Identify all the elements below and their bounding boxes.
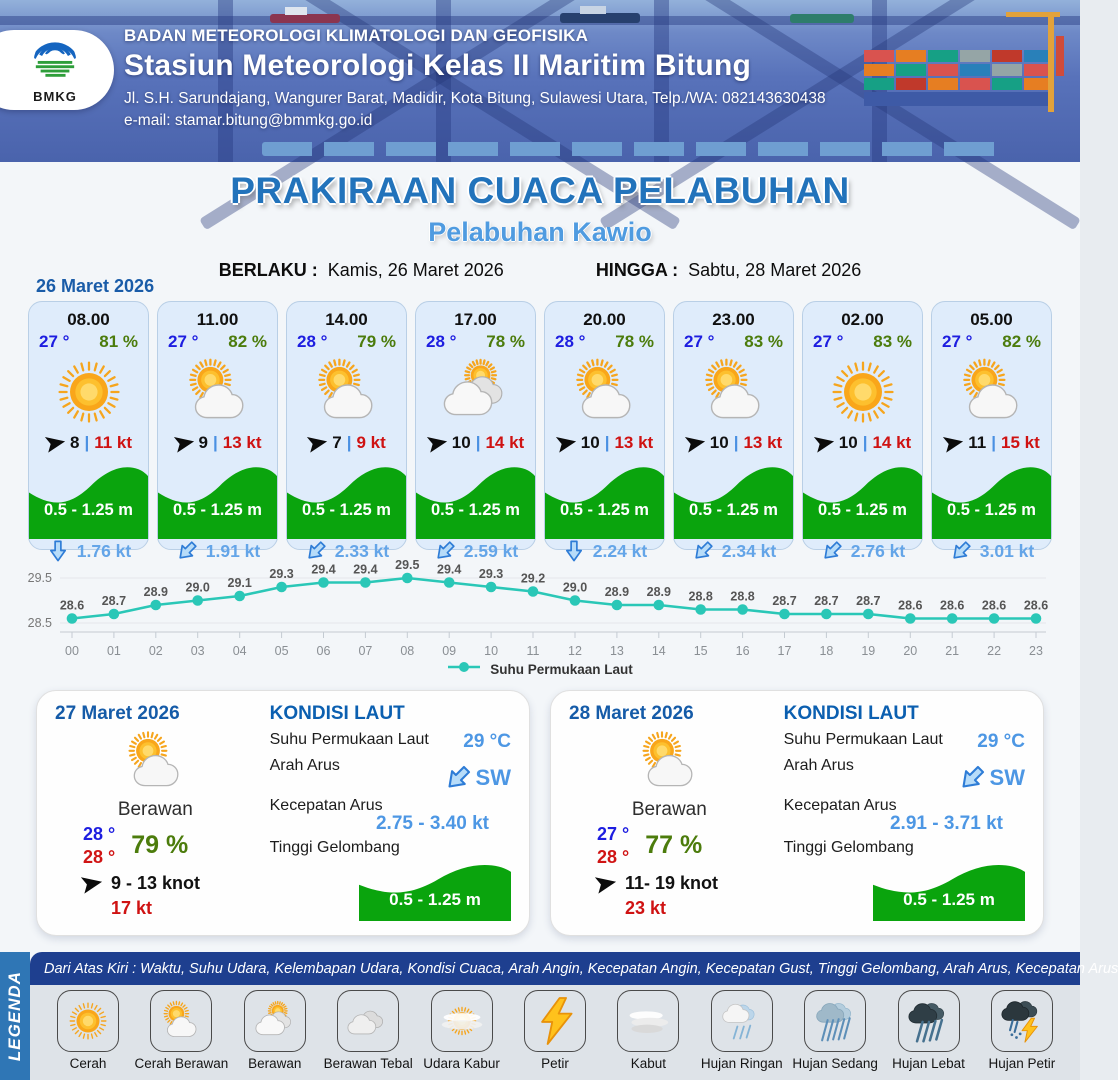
weather-icon-cerah-berawan — [626, 727, 712, 797]
wind-speed: 10 — [709, 432, 729, 452]
wave-height-band — [674, 457, 793, 539]
current-speed-value: 2.24 kt — [592, 540, 648, 561]
svg-text:05: 05 — [274, 644, 289, 658]
current-direction-label: Arah Arus — [269, 757, 340, 774]
weather-icon-cerah-berawan — [564, 354, 646, 430]
wind-direction-icon — [685, 432, 706, 453]
wave-height-value: 0.5 - 1.25 m — [560, 501, 649, 520]
gust-speed: 17 kt — [111, 898, 153, 918]
legend-item — [789, 990, 881, 1075]
svg-text:19: 19 — [861, 644, 876, 658]
wind-direction-icon — [45, 432, 66, 453]
wind-speed: 10 — [838, 432, 858, 452]
current-speed-label: Kecepatan Arus — [269, 797, 383, 814]
wave-height-band — [416, 457, 535, 539]
legend-item-label: Kabut — [630, 1056, 666, 1071]
current-speed-label: Kecepatan Arus — [783, 797, 897, 814]
svg-text:28.6: 28.6 — [940, 598, 965, 613]
svg-text:20: 20 — [903, 644, 918, 658]
daily-summary-card — [550, 690, 1044, 936]
svg-text:22: 22 — [987, 644, 1002, 658]
svg-text:15: 15 — [693, 644, 708, 658]
legend-item — [229, 990, 321, 1075]
wave-height-value: 0.5 - 1.25 m — [431, 501, 520, 520]
wave-height-value: 0.5 - 1.25 m — [302, 501, 391, 520]
svg-text:10: 10 — [484, 644, 499, 658]
legend-items-row — [30, 985, 1080, 1080]
humidity-value: 79 % — [357, 332, 396, 351]
port-name: Pelabuhan Kawio — [428, 217, 652, 247]
svg-text:29.3: 29.3 — [478, 567, 504, 581]
temperature-min: 28 ° — [83, 846, 116, 867]
svg-text:29.4: 29.4 — [437, 562, 462, 577]
svg-text:07: 07 — [358, 644, 373, 658]
wind-speed: 10 — [580, 432, 600, 452]
wave-height-value: 0.5 - 1.25 m — [173, 501, 262, 520]
weather-icon-cerah — [48, 354, 130, 430]
hour-forecast-card — [544, 301, 665, 561]
sst-chart — [0, 552, 1080, 660]
current-speed-value: 2.75 - 3.40 kt — [375, 813, 489, 834]
weather-icon-petir — [530, 998, 580, 1044]
weather-icon-cerah-berawan — [112, 727, 198, 797]
divider: | — [991, 432, 996, 452]
weather-icon-cerah-berawan — [306, 354, 388, 430]
svg-text:28.6: 28.6 — [59, 598, 85, 613]
legend-item — [696, 990, 788, 1075]
wind-direction-icon — [307, 432, 328, 453]
weather-icon-cerah-berawan — [177, 354, 259, 430]
valid-to-label: HINGGA : — [595, 260, 679, 280]
legenda-vertical-label: LEGENDA — [5, 970, 24, 1062]
air-temperature: 28 ° — [426, 332, 457, 351]
legend-icon-box — [337, 990, 399, 1052]
current-speed-value: 2.76 kt — [850, 540, 906, 561]
hour-forecast-card — [157, 301, 278, 561]
current-speed-value: 1.91 kt — [205, 540, 261, 561]
svg-text:29.0: 29.0 — [562, 580, 588, 595]
current-direction-label: Arah Arus — [783, 757, 854, 774]
svg-text:12: 12 — [568, 644, 582, 658]
sea-conditions-heading: KONDISI LAUT — [269, 703, 405, 724]
wind-direction-icon — [427, 432, 448, 453]
current-direction-icon — [443, 763, 473, 793]
weather-icon-cerah-berawan — [693, 354, 775, 430]
svg-text:29.3: 29.3 — [269, 567, 294, 581]
wave-height-band — [29, 457, 148, 539]
summary-date: 28 Maret 2026 — [569, 703, 694, 724]
legend-item — [322, 990, 414, 1075]
svg-text:13: 13 — [609, 644, 624, 658]
station-email: e-mail: stamar.bitung@bmmkg.go.id — [124, 112, 373, 129]
wind-direction-icon — [814, 432, 835, 453]
legend-item-label: Berawan — [248, 1056, 302, 1071]
svg-text:28.6: 28.6 — [1023, 598, 1049, 613]
gust-speed: 15 kt — [1001, 432, 1040, 452]
divider: | — [475, 432, 481, 452]
legenda-sidebar — [0, 952, 30, 1080]
svg-text:28.6: 28.6 — [898, 598, 923, 613]
weather-icon-hujan-petir — [997, 998, 1047, 1044]
weather-icon-berawan — [250, 998, 300, 1044]
svg-text:01: 01 — [106, 644, 121, 658]
chart-legend-label: Suhu Permukaan Laut — [490, 661, 633, 677]
hour-forecast-card — [415, 301, 536, 561]
weather-icon-berawan-tebal — [343, 998, 393, 1044]
wind-direction-icon — [943, 432, 964, 453]
divider: | — [604, 432, 610, 452]
svg-text:03: 03 — [190, 644, 205, 658]
weather-icon-cerah-berawan — [951, 354, 1033, 430]
divider: | — [346, 432, 352, 452]
gust-speed: 23 kt — [625, 898, 667, 918]
svg-text:29.5: 29.5 — [27, 571, 52, 585]
legend-description-text: Dari Atas Kiri : Waktu, Suhu Udara, Kelembapan Udara, Kondisi Cuaca, Arah Angin, Kecepatan Angin, Kecepatan Gust, Tinggi Gelombang, Arah Arus, Kecepatan Arus — [44, 960, 1118, 977]
header-illustration-crane — [996, 6, 1066, 121]
legend-icon-box — [524, 990, 586, 1052]
valid-from-label: BERLAKU : — [218, 260, 318, 280]
wave-height-value: 0.5 - 1.25 m — [689, 501, 778, 520]
air-temperature: 27 ° — [942, 332, 973, 351]
wind-direction-icon — [81, 872, 103, 894]
wave-height-label: Tinggi Gelombang — [269, 839, 400, 856]
svg-text:28.9: 28.9 — [604, 585, 630, 599]
legend-icon-box — [898, 990, 960, 1052]
wave-height-value: 0.5 - 1.25 m — [903, 890, 995, 910]
current-speed-value: 2.34 kt — [721, 540, 777, 561]
header-illustration-seats — [262, 142, 1002, 156]
humidity-value: 79 % — [131, 831, 189, 859]
temperature-min: 28 ° — [597, 846, 630, 867]
humidity-value: 83 % — [744, 332, 783, 351]
gust-speed: 13 kt — [614, 432, 654, 452]
wave-height-band — [873, 857, 1025, 921]
weather-icon-cerah-berawan — [156, 998, 206, 1044]
legend-icon-box — [431, 990, 493, 1052]
svg-text:28.6: 28.6 — [981, 598, 1007, 613]
hour-forecast-card — [802, 301, 923, 561]
gust-speed: 13 kt — [743, 432, 783, 452]
gust-speed: 9 kt — [356, 432, 386, 452]
weather-icon-cerah — [822, 354, 904, 430]
legend-item-label: Petir — [541, 1056, 569, 1071]
legend-icon-box — [57, 990, 119, 1052]
forecast-time: 14.00 — [325, 310, 368, 329]
legend-item-label: Hujan Ringan — [700, 1056, 783, 1071]
wind-speed: 8 — [69, 432, 80, 452]
legend-icon-box — [711, 990, 773, 1052]
divider: | — [733, 432, 739, 452]
hourly-forecast-row — [28, 301, 1052, 561]
forecast-time: 20.00 — [583, 310, 626, 329]
forecast-time: 02.00 — [841, 310, 884, 329]
legend-item-label: Cerah Berawan — [134, 1056, 229, 1071]
forecast-time: 05.00 — [970, 310, 1013, 329]
humidity-value: 83 % — [873, 332, 912, 351]
legend-item — [135, 990, 227, 1075]
hour-forecast-card — [673, 301, 794, 561]
svg-text:29.2: 29.2 — [520, 571, 546, 586]
humidity-value: 81 % — [99, 332, 138, 351]
svg-text:06: 06 — [316, 644, 331, 658]
air-temperature: 27 ° — [684, 332, 715, 351]
svg-text:29.1: 29.1 — [227, 576, 252, 590]
daily-summary-row — [36, 690, 1044, 936]
legend-item — [416, 990, 508, 1075]
station-address: Jl. S.H. Sarundajang, Wangurer Barat, Madidir, Kota Bitung, Sulawesi Utara, Telp./WA: 082143630438 — [124, 90, 826, 107]
legend-icon-box — [804, 990, 866, 1052]
legend-icon-box — [617, 990, 679, 1052]
wind-speed: 10 — [451, 432, 471, 452]
wave-height-label: Tinggi Gelombang — [783, 839, 914, 856]
wind-direction-icon — [556, 432, 577, 453]
wave-height-value: 0.5 - 1.25 m — [44, 501, 133, 520]
legend-item — [883, 990, 975, 1075]
svg-text:21: 21 — [945, 644, 960, 658]
sst-value: 29 °C — [977, 731, 1025, 752]
svg-text:11: 11 — [526, 644, 540, 658]
legend-item — [602, 990, 694, 1075]
weather-icon-berawan — [435, 354, 517, 430]
wave-height-band — [158, 457, 277, 539]
svg-text:28.7: 28.7 — [101, 594, 127, 608]
sst-label: Suhu Permukaan Laut — [269, 731, 429, 748]
wind-speed-range: 11- 19 knot — [625, 872, 719, 893]
svg-text:16: 16 — [735, 644, 750, 658]
legend-item — [509, 990, 601, 1075]
wave-height-value: 0.5 - 1.25 m — [947, 501, 1036, 520]
svg-text:29.4: 29.4 — [311, 562, 336, 577]
weather-icon-kabut — [623, 998, 673, 1044]
legend-icon-box — [150, 990, 212, 1052]
humidity-value: 78 % — [615, 332, 654, 351]
svg-text:18: 18 — [819, 644, 834, 658]
humidity-value: 82 % — [228, 332, 267, 351]
svg-text:28.7: 28.7 — [814, 594, 839, 608]
weather-icon-hujan-ringan — [717, 998, 767, 1044]
svg-text:28.8: 28.8 — [688, 589, 713, 604]
wave-height-band — [803, 457, 922, 539]
current-speed-value: 2.91 - 3.71 kt — [889, 813, 1003, 834]
legend-item-label: Hujan Sedang — [792, 1056, 878, 1071]
air-temperature: 27 ° — [813, 332, 844, 351]
legend-item — [976, 990, 1068, 1075]
gust-speed: 14 kt — [872, 432, 912, 452]
bmkg-logo-icon — [32, 37, 78, 88]
daily-summary-card — [36, 690, 530, 936]
forecast-time: 17.00 — [454, 310, 497, 329]
forecast-time: 08.00 — [67, 310, 110, 329]
hour-forecast-card — [286, 301, 407, 561]
svg-text:28.5: 28.5 — [27, 616, 52, 630]
gust-speed: 11 kt — [94, 432, 133, 452]
air-temperature: 27 ° — [39, 332, 70, 351]
station-name: Stasiun Meteorologi Kelas II Maritim Bitung — [124, 49, 751, 82]
weather-condition: Berawan — [631, 799, 707, 820]
weather-icon-hujan-lebat — [904, 998, 954, 1044]
wave-height-band — [932, 457, 1051, 539]
svg-text:00: 00 — [65, 644, 79, 658]
wave-height-band — [359, 857, 511, 921]
page-title: PRAKIRAAN CUACA PELABUHAN — [230, 170, 850, 211]
weather-icon-cerah — [63, 998, 113, 1044]
wind-direction-icon — [174, 432, 195, 453]
wave-height-value: 0.5 - 1.25 m — [389, 890, 481, 910]
bmkg-logo-pill — [0, 30, 114, 110]
legend-item-label: Hujan Petir — [988, 1056, 1056, 1071]
wave-height-band — [545, 457, 664, 539]
divider: | — [862, 432, 868, 452]
svg-text:09: 09 — [442, 644, 457, 658]
humidity-value: 82 % — [1002, 332, 1041, 351]
forecast-time: 11.00 — [196, 310, 239, 329]
humidity-value: 78 % — [486, 332, 525, 351]
legend-item-label: Berawan Tebal — [323, 1056, 413, 1071]
svg-text:29.4: 29.4 — [353, 562, 378, 577]
gust-speed: 13 kt — [222, 432, 262, 452]
current-speed-value: 2.33 kt — [334, 540, 390, 561]
hour-forecast-card — [28, 301, 149, 561]
wind-direction-icon — [595, 872, 617, 894]
svg-text:08: 08 — [400, 644, 415, 658]
svg-text:28.9: 28.9 — [646, 585, 671, 599]
legend-region — [0, 952, 1118, 1080]
current-direction-icon — [957, 763, 987, 793]
humidity-value: 77 % — [645, 831, 703, 859]
gust-speed: 14 kt — [485, 432, 525, 452]
bmkg-logo-text: BMKG — [33, 88, 77, 104]
legend-item — [42, 990, 134, 1075]
current-direction-value: SW — [989, 765, 1025, 790]
weather-icon-udara-kabur — [437, 998, 487, 1044]
weather-icon-hujan-sedang — [810, 998, 860, 1044]
air-temperature: 28 ° — [555, 332, 586, 351]
legend-item-label: Cerah — [69, 1056, 107, 1071]
svg-text:29.5: 29.5 — [395, 558, 420, 572]
legend-item-label: Udara Kabur — [423, 1056, 500, 1071]
hour-forecast-card — [931, 301, 1052, 561]
summary-date: 27 Maret 2026 — [55, 703, 180, 724]
divider: | — [212, 432, 218, 452]
agency-name: BADAN METEOROLOGI KLIMATOLOGI DAN GEOFISIKA — [124, 26, 589, 45]
legend-item-label: Hujan Lebat — [892, 1056, 965, 1071]
air-temperature: 27 ° — [168, 332, 199, 351]
wave-height-band — [287, 457, 406, 539]
weather-condition: Berawan — [117, 799, 193, 820]
svg-text:02: 02 — [148, 644, 163, 658]
legend-icon-box — [244, 990, 306, 1052]
temperature-max: 27 ° — [597, 824, 630, 844]
wind-speed: 7 — [332, 432, 342, 452]
wind-speed: 9 — [198, 432, 208, 452]
air-temperature: 28 ° — [297, 332, 328, 351]
header-banner — [0, 0, 1080, 162]
current-direction-value: SW — [475, 765, 511, 790]
chart-legend-marker-icon — [447, 660, 481, 678]
svg-text:23: 23 — [1029, 644, 1043, 658]
forecast-date-label: 26 Maret 2026 — [36, 276, 155, 296]
svg-text:14: 14 — [651, 644, 666, 658]
svg-text:29.0: 29.0 — [185, 580, 210, 595]
valid-to-date: Sabtu, 28 Maret 2026 — [688, 260, 862, 280]
sst-label: Suhu Permukaan Laut — [783, 731, 943, 748]
current-speed-value: 3.01 kt — [979, 540, 1035, 561]
temperature-max: 28 ° — [83, 824, 116, 844]
sea-conditions-heading: KONDISI LAUT — [783, 703, 919, 724]
svg-text:28.9: 28.9 — [143, 585, 168, 599]
svg-text:17: 17 — [777, 644, 792, 658]
wind-speed: 11 — [968, 432, 987, 452]
svg-text:28.7: 28.7 — [856, 594, 881, 608]
svg-text:04: 04 — [232, 644, 247, 658]
svg-text:28.8: 28.8 — [730, 589, 755, 604]
svg-text:28.7: 28.7 — [772, 594, 797, 608]
current-speed-value: 1.76 kt — [76, 540, 132, 561]
sst-value: 29 °C — [463, 731, 511, 752]
current-speed-value: 2.59 kt — [463, 540, 519, 561]
forecast-time: 23.00 — [712, 310, 755, 329]
divider: | — [84, 432, 90, 452]
wave-height-value: 0.5 - 1.25 m — [818, 501, 907, 520]
valid-from-date: Kamis, 26 Maret 2026 — [327, 260, 504, 280]
legend-icon-box — [991, 990, 1053, 1052]
wind-speed-range: 9 - 13 knot — [111, 872, 201, 893]
legend-description-strip — [30, 952, 1118, 985]
